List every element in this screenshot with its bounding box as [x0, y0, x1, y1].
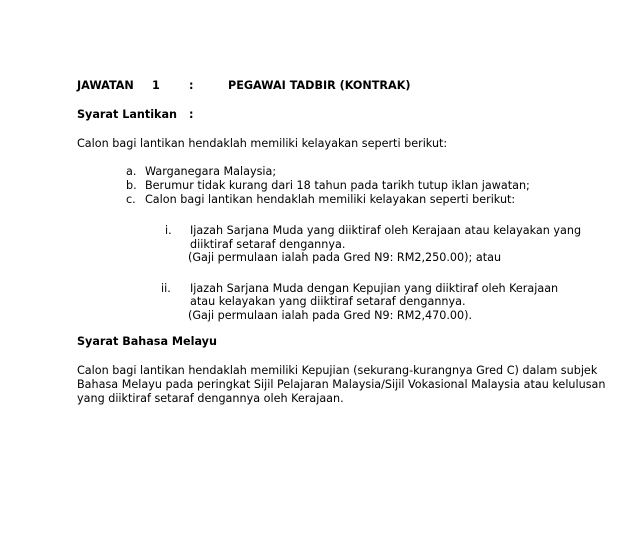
subitem-line: Ijazah Sarjana Muda dengan Kepujian yang diiktiraf oleh Kerajaan [190, 282, 559, 295]
syarat-bahasa-line: Calon bagi lantikan hendaklah memiliki Kepujian (sekurang-kurangnya Gred C) dalam subjek [77, 364, 598, 377]
syarat-bahasa-heading: Syarat Bahasa Melayu [77, 335, 217, 348]
list-item-text: Calon bagi lantikan hendaklah memiliki kelayakan seperti berikut: [145, 193, 516, 206]
list-item-text: Warganegara Malaysia; [145, 165, 277, 178]
list-item-marker: a. [126, 165, 137, 178]
syarat-bahasa-line: Bahasa Melayu pada peringkat Sijil Pelajaran Malaysia/Sijil Vokasional Malaysia atau kelulusan [77, 378, 606, 391]
jawatan-label: JAWATAN [77, 79, 134, 92]
subitem-marker: ii. [161, 282, 171, 295]
subitem-salary: (Gaji permulaan ialah pada Gred N9: RM2,250.00); atau [188, 251, 502, 264]
subitem-line: atau kelayakan yang diiktiraf setaraf dengannya. [190, 295, 466, 308]
jawatan-number: 1 [152, 79, 160, 92]
syarat-lantikan-colon: : [189, 108, 194, 121]
subitem-line: diiktiraf setaraf dengannya. [190, 238, 346, 251]
subitem-marker: i. [165, 224, 172, 237]
jawatan-title: PEGAWAI TADBIR (KONTRAK) [228, 79, 411, 92]
subitem-line: Ijazah Sarjana Muda yang diiktiraf oleh Kerajaan atau kelayakan yang [190, 224, 582, 237]
list-item-marker: c. [126, 193, 136, 206]
syarat-lantikan-heading: Syarat Lantikan [77, 108, 177, 121]
subitem-salary: (Gaji permulaan ialah pada Gred N9: RM2,470.00). [188, 309, 473, 322]
syarat-lantikan-intro: Calon bagi lantikan hendaklah memiliki kelayakan seperti berikut: [77, 137, 448, 150]
jawatan-colon: : [189, 79, 194, 92]
list-item-marker: b. [126, 179, 137, 192]
list-item-text: Berumur tidak kurang dari 18 tahun pada tarikh tutup iklan jawatan; [145, 179, 530, 192]
syarat-bahasa-line: yang diiktiraf setaraf dengannya oleh Kerajaan. [77, 392, 344, 405]
